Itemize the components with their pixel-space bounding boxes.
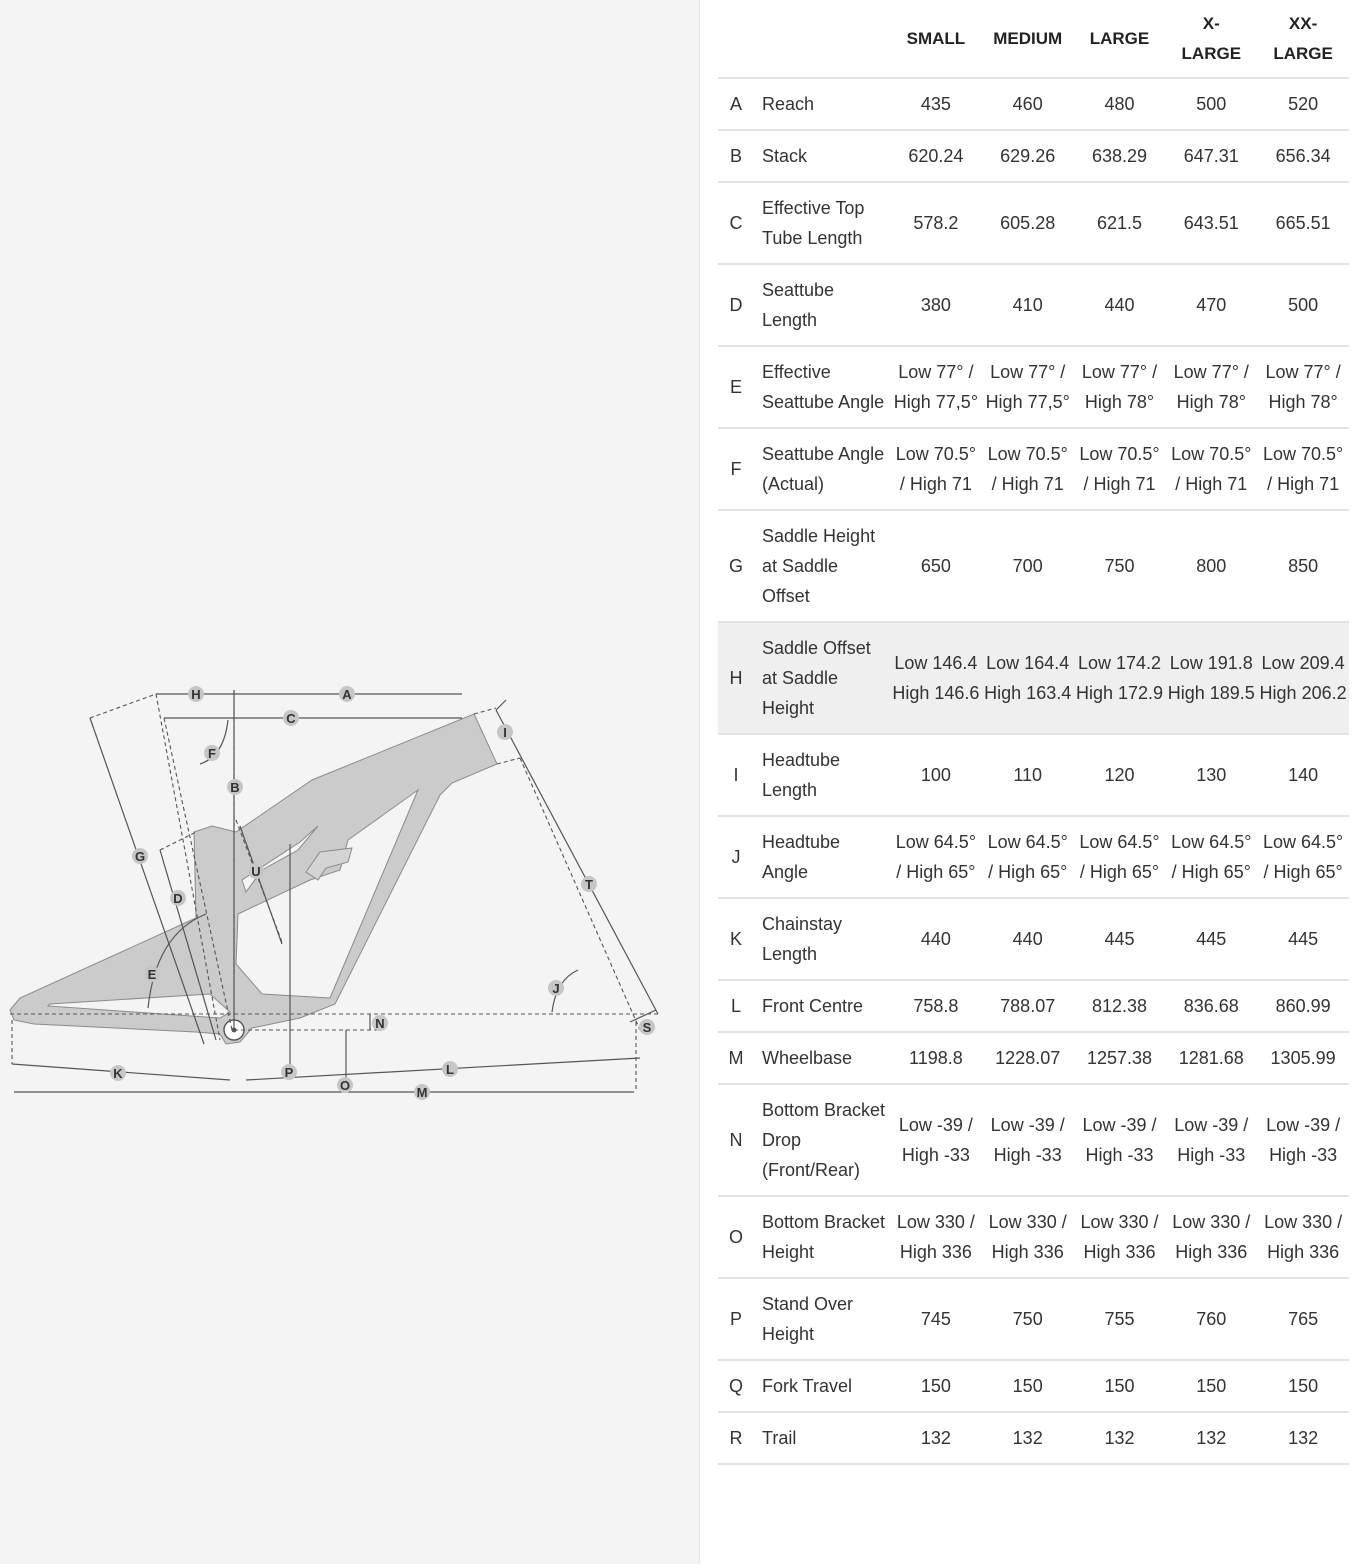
value-small: Low 77° / High 77,5° [890,346,982,428]
value-x-large: Low 77° / High 78° [1165,346,1257,428]
value-large: 812.38 [1074,980,1166,1032]
header-size-small: SMALL [890,0,982,78]
marker-s [639,1019,655,1035]
value-x-large: Low -39 / High -33 [1165,1084,1257,1196]
value-small: 578.2 [890,182,982,264]
value-small: 650 [890,510,982,622]
row-letter: N [718,1084,754,1196]
row-letter: R [718,1412,754,1464]
marker-letter: B [230,780,240,795]
value-large: Low 174.2 High 172.9 [1074,622,1166,734]
marker-letter: S [642,1020,652,1035]
value-x-large: 800 [1165,510,1257,622]
marker-l [442,1061,458,1077]
marker-k [110,1065,126,1081]
marker-letter: E [147,967,157,982]
row-letter: I [718,734,754,816]
marker-h [188,686,204,702]
value-medium: 440 [982,898,1074,980]
marker-b [227,779,243,795]
marker-t [581,876,597,892]
row-letter: P [718,1278,754,1360]
marker-letter: F [208,746,216,761]
value-xx-large: Low 77° / High 78° [1257,346,1349,428]
value-medium: 629.26 [982,130,1074,182]
row-letter: F [718,428,754,510]
value-small: Low 70.5° / High 71 [890,428,982,510]
row-label: Reach [754,78,890,130]
value-x-large: 150 [1165,1360,1257,1412]
value-small: 150 [890,1360,982,1412]
value-xx-large: Low 330 / High 336 [1257,1196,1349,1278]
value-large: Low 330 / High 336 [1074,1196,1166,1278]
value-xx-large: 1305.99 [1257,1032,1349,1084]
value-medium: 110 [982,734,1074,816]
value-x-large: 445 [1165,898,1257,980]
marker-letter: I [503,725,507,740]
row-label: Front Centre [754,980,890,1032]
row-label: Saddle Height at Saddle Offset [754,510,890,622]
value-xx-large: 665.51 [1257,182,1349,264]
row-letter: H [718,622,754,734]
table-row [718,428,1349,510]
table-row [718,980,1349,1032]
value-medium: 410 [982,264,1074,346]
value-xx-large: 140 [1257,734,1349,816]
value-large: 480 [1074,78,1166,130]
value-xx-large: Low 70.5° / High 71 [1257,428,1349,510]
marker-letter: P [284,1065,294,1080]
value-medium: Low 164.4 High 163.4 [982,622,1074,734]
row-label: Fork Travel [754,1360,890,1412]
marker-letter: J [552,981,560,996]
marker-letter: N [375,1016,385,1031]
table-row [718,78,1349,130]
header-size-xx-large: XX- LARGE [1257,0,1349,78]
row-label: Effective Seattube Angle [754,346,890,428]
value-x-large: Low 64.5° / High 65° [1165,816,1257,898]
value-small: Low -39 / High -33 [890,1084,982,1196]
value-xx-large: 132 [1257,1412,1349,1464]
value-xx-large: 656.34 [1257,130,1349,182]
value-xx-large: 850 [1257,510,1349,622]
row-label: Bottom Bracket Height [754,1196,890,1278]
marker-c [283,710,299,726]
row-letter: O [718,1196,754,1278]
marker-letter: G [134,849,146,864]
value-x-large: 470 [1165,264,1257,346]
value-xx-large: 500 [1257,264,1349,346]
geometry-table-body [718,78,1349,1464]
value-medium: Low 330 / High 336 [982,1196,1074,1278]
row-letter: D [718,264,754,346]
value-xx-large: 150 [1257,1360,1349,1412]
value-medium: Low 70.5° / High 71 [982,428,1074,510]
value-small: 435 [890,78,982,130]
value-x-large: 500 [1165,78,1257,130]
table-row [718,1084,1349,1196]
marker-g [132,848,148,864]
marker-u [248,863,264,879]
table-row [718,1196,1349,1278]
table-row [718,264,1349,346]
header-size-large: LARGE [1074,0,1166,78]
marker-letter: C [286,711,296,726]
value-small: 380 [890,264,982,346]
value-x-large: 760 [1165,1278,1257,1360]
value-large: 120 [1074,734,1166,816]
value-xx-large: 520 [1257,78,1349,130]
table-row [718,1412,1349,1464]
table-row [718,898,1349,980]
row-label: Bottom Bracket Drop (Front/Rear) [754,1084,890,1196]
row-label: Effective Top Tube Length [754,182,890,264]
row-letter: J [718,816,754,898]
value-large: Low 70.5° / High 71 [1074,428,1166,510]
value-medium: 788.07 [982,980,1074,1032]
value-large: 132 [1074,1412,1166,1464]
value-xx-large: Low 64.5° / High 65° [1257,816,1349,898]
value-x-large: 647.31 [1165,130,1257,182]
value-medium: 750 [982,1278,1074,1360]
value-small: Low 146.4 High 146.6 [890,622,982,734]
marker-letter: U [251,864,261,879]
value-xx-large: Low 209.4 High 206.2 [1257,622,1349,734]
value-small: 440 [890,898,982,980]
marker-j [548,980,564,996]
value-x-large: 132 [1165,1412,1257,1464]
value-medium: 700 [982,510,1074,622]
value-medium: 1228.07 [982,1032,1074,1084]
row-letter: A [718,78,754,130]
table-row [718,1032,1349,1084]
geometry-table-header [718,0,1349,78]
marker-letter: T [585,877,593,892]
value-large: 150 [1074,1360,1166,1412]
value-x-large: Low 330 / High 336 [1165,1196,1257,1278]
value-xx-large: 445 [1257,898,1349,980]
value-large: Low -39 / High -33 [1074,1084,1166,1196]
value-small: 100 [890,734,982,816]
value-small: 1198.8 [890,1032,982,1084]
row-label: Wheelbase [754,1032,890,1084]
value-medium: 132 [982,1412,1074,1464]
value-medium: Low -39 / High -33 [982,1084,1074,1196]
value-x-large: 643.51 [1165,182,1257,264]
value-small: 620.24 [890,130,982,182]
marker-n [372,1015,388,1031]
value-xx-large: 765 [1257,1278,1349,1360]
row-label: Seattube Angle (Actual) [754,428,890,510]
value-xx-large: Low -39 / High -33 [1257,1084,1349,1196]
marker-letter: A [342,687,352,702]
value-small: 132 [890,1412,982,1464]
marker-f [204,745,220,761]
row-letter: L [718,980,754,1032]
marker-letter: O [339,1078,351,1093]
table-row [718,182,1349,264]
value-small: Low 64.5° / High 65° [890,816,982,898]
row-label: Chainstay Length [754,898,890,980]
value-small: 745 [890,1278,982,1360]
row-letter: B [718,130,754,182]
table-row [718,1278,1349,1360]
panel-divider [699,0,700,1564]
table-row [718,816,1349,898]
value-medium: Low 64.5° / High 65° [982,816,1074,898]
value-large: Low 77° / High 78° [1074,346,1166,428]
header-size-x-large: X- LARGE [1165,0,1257,78]
value-medium: 460 [982,78,1074,130]
row-letter: C [718,182,754,264]
table-row [718,734,1349,816]
row-label: Stand Over Height [754,1278,890,1360]
row-letter: K [718,898,754,980]
value-small: Low 330 / High 336 [890,1196,982,1278]
value-large: 445 [1074,898,1166,980]
value-large: 621.5 [1074,182,1166,264]
marker-letter: K [113,1066,123,1081]
value-x-large: 836.68 [1165,980,1257,1032]
value-x-large: Low 191.8 High 189.5 [1165,622,1257,734]
row-letter: E [718,346,754,428]
marker-letter: H [191,687,201,702]
value-xx-large: 860.99 [1257,980,1349,1032]
row-label: Saddle Offset at Saddle Height [754,622,890,734]
value-small: 758.8 [890,980,982,1032]
marker-e [144,966,160,982]
row-label: Stack [754,130,890,182]
value-large: 1257.38 [1074,1032,1166,1084]
marker-i [497,724,513,740]
value-medium: Low 77° / High 77,5° [982,346,1074,428]
geometry-table [718,0,1349,1465]
marker-p [281,1064,297,1080]
row-label: Trail [754,1412,890,1464]
table-row [718,130,1349,182]
value-large: Low 64.5° / High 65° [1074,816,1166,898]
marker-letter: D [173,891,183,906]
bike-frame [10,714,497,1044]
value-medium: 150 [982,1360,1074,1412]
table-row [718,1360,1349,1412]
value-medium: 605.28 [982,182,1074,264]
value-large: 440 [1074,264,1166,346]
value-large: 750 [1074,510,1166,622]
row-label: Headtube Angle [754,816,890,898]
marker-o [337,1077,353,1093]
table-row [718,622,1349,734]
marker-d [170,890,186,906]
row-label: Seattube Length [754,264,890,346]
header-blank-letter [718,0,754,78]
table-row [718,510,1349,622]
row-letter: G [718,510,754,622]
marker-m [414,1084,430,1100]
table-row [718,346,1349,428]
value-large: 638.29 [1074,130,1166,182]
marker-letter: L [446,1062,454,1077]
row-letter: Q [718,1360,754,1412]
header-size-medium: MEDIUM [982,0,1074,78]
value-x-large: Low 70.5° / High 71 [1165,428,1257,510]
row-letter: M [718,1032,754,1084]
row-label: Headtube Length [754,734,890,816]
marker-a [339,686,355,702]
value-x-large: 130 [1165,734,1257,816]
value-large: 755 [1074,1278,1166,1360]
value-x-large: 1281.68 [1165,1032,1257,1084]
marker-letter: M [416,1085,428,1100]
header-blank-label [754,0,890,78]
